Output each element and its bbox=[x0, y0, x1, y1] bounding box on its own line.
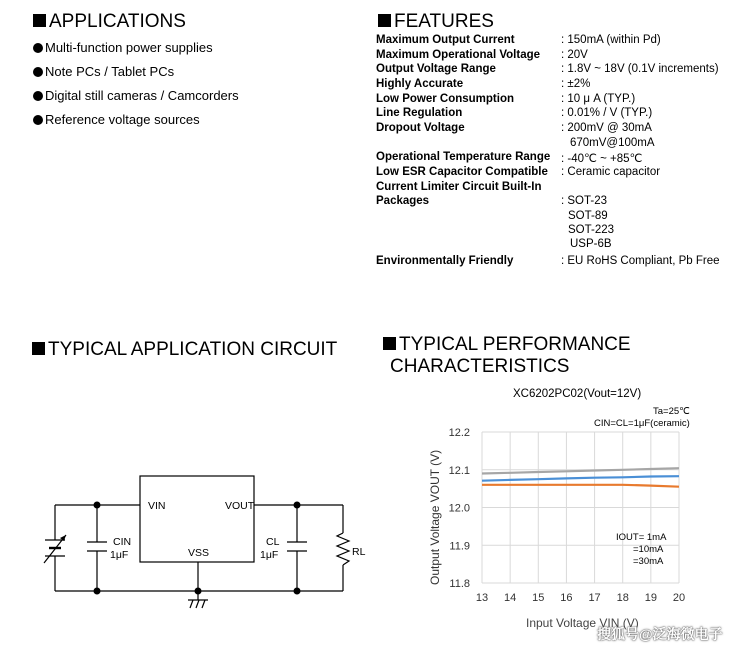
feature-value: : 200mV @ 30mA bbox=[561, 122, 652, 134]
vin-pin-label: VIN bbox=[148, 500, 166, 512]
feature-label: Dropout Voltage bbox=[376, 122, 465, 134]
feature-label: Low Power Consumption bbox=[376, 93, 514, 105]
feature-label: Maximum Output Current bbox=[376, 34, 515, 46]
feature-label: Output Voltage Range bbox=[376, 63, 496, 75]
y-tick-label: 12.2 bbox=[448, 427, 470, 439]
applications-title: APPLICATIONS bbox=[49, 11, 186, 32]
performance-title-line2: CHARACTERISTICS bbox=[390, 356, 570, 377]
feature-value: : 1.8V ~ 18V (0.1V increments) bbox=[561, 63, 719, 75]
application-item: Note PCs / Tablet PCs bbox=[33, 64, 174, 79]
feature-value: : ±2% bbox=[561, 78, 591, 90]
x-tick-label: 15 bbox=[532, 592, 545, 604]
features-title: FEATURES bbox=[394, 11, 494, 32]
x-tick-label: 14 bbox=[504, 592, 517, 604]
y-axis-label: Output Voltage VOUT (V) bbox=[428, 449, 442, 585]
feature-value: SOT-223 bbox=[568, 224, 615, 236]
y-tick-label: 12.0 bbox=[448, 502, 470, 515]
vss-pin-label: VSS bbox=[188, 547, 210, 559]
x-tick-label: 16 bbox=[560, 592, 573, 604]
watermark-text: 搜狐号@泛海微电子 bbox=[597, 626, 723, 642]
feature-value: : -40℃ ~ +85℃ bbox=[561, 153, 643, 165]
feature-value: : Ceramic capacitor bbox=[561, 166, 661, 178]
x-tick-label: 19 bbox=[644, 592, 657, 604]
cin-label: CIN bbox=[113, 536, 132, 548]
rl-label: RL bbox=[352, 546, 366, 558]
cin-value-label: 1μF bbox=[110, 549, 129, 561]
feature-value: : 20V bbox=[561, 49, 588, 61]
series-line-1mA bbox=[482, 468, 679, 473]
feature-label: Highly Accurate bbox=[376, 78, 464, 90]
legend-iout-30ma: =30mA bbox=[633, 556, 664, 567]
x-tick-label: 20 bbox=[672, 592, 686, 604]
feature-label: Packages bbox=[376, 195, 430, 207]
legend-iout-1ma: IOUT= 1mA bbox=[616, 532, 667, 543]
feature-value: : 0.01% / V (TYP.) bbox=[561, 107, 653, 119]
feature-value: : SOT-23 bbox=[561, 195, 608, 207]
chart-condition-capacitors: CIN=CL=1μF(ceramic) bbox=[594, 418, 690, 429]
y-tick-label: 11.9 bbox=[449, 540, 470, 553]
feature-label: Low ESR Capacitor Compatible bbox=[376, 166, 548, 178]
feature-label: Maximum Operational Voltage bbox=[376, 49, 541, 61]
feature-value: : 10 μ A (TYP.) bbox=[561, 93, 636, 105]
x-tick-label: 17 bbox=[588, 592, 601, 604]
performance-title-line1: TYPICAL PERFORMANCE bbox=[399, 334, 631, 355]
series-line-10mA bbox=[482, 476, 679, 481]
feature-label: Environmentally Friendly bbox=[376, 255, 514, 267]
cl-label: CL bbox=[266, 536, 280, 548]
application-item: Multi-function power supplies bbox=[33, 40, 213, 55]
feature-label: Current Limiter Circuit Built-In bbox=[376, 181, 542, 193]
cl-value-label: 1μF bbox=[260, 549, 279, 561]
feature-value: 670mV@100mA bbox=[570, 137, 655, 149]
feature-value: SOT-89 bbox=[568, 210, 608, 222]
feature-value: USP-6B bbox=[570, 238, 612, 250]
vout-pin-label: VOUT bbox=[225, 500, 255, 512]
legend-iout-10ma: =10mA bbox=[633, 544, 664, 555]
x-tick-label: 13 bbox=[475, 592, 489, 604]
chart-condition-ta: Ta=25℃ bbox=[653, 406, 690, 417]
x-axis-label: Input Voltage VIN (V) bbox=[526, 616, 639, 630]
x-tick-label: 18 bbox=[616, 592, 629, 604]
feature-label: Line Regulation bbox=[376, 107, 463, 119]
feature-value: : 150mA (within Pd) bbox=[561, 34, 661, 46]
application-item: Reference voltage sources bbox=[33, 112, 200, 127]
feature-value: : EU RoHS Compliant, Pb Free bbox=[561, 255, 720, 267]
application-item: Digital still cameras / Camcorders bbox=[33, 88, 239, 103]
series-line-30mA bbox=[482, 485, 679, 487]
y-tick-label: 12.1 bbox=[448, 464, 470, 477]
circuit-title: TYPICAL APPLICATION CIRCUIT bbox=[48, 339, 338, 360]
feature-label: Operational Temperature Range bbox=[376, 151, 551, 163]
y-tick-label: 11.8 bbox=[449, 578, 470, 590]
chart-title: XC6202PC02(Vout=12V) bbox=[513, 388, 642, 400]
